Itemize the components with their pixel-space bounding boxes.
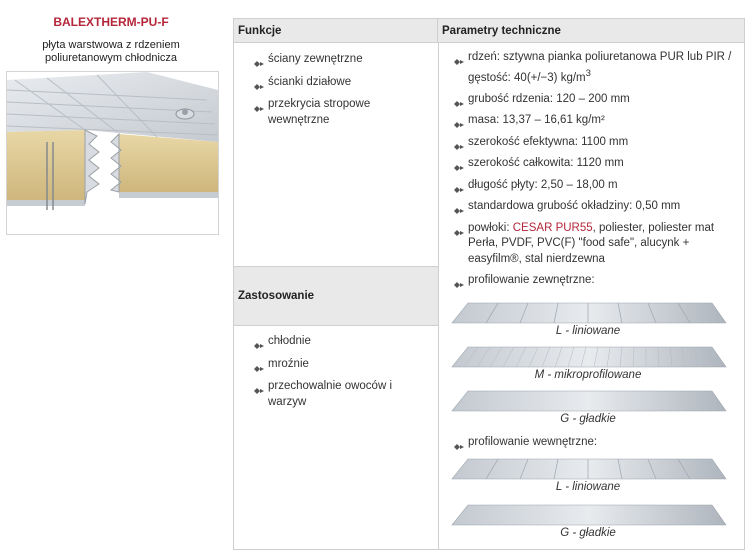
profile-m-sheet	[448, 345, 728, 369]
profile-caption: G - gładkie	[560, 413, 616, 425]
product-title: BALEXTHERM-PU-F	[53, 15, 169, 29]
funkcje-item-label: ściany zewnętrzne	[268, 53, 363, 65]
list-item	[252, 379, 432, 410]
header-parametry: Parametry techniczne	[438, 19, 744, 43]
bullet-icon	[454, 204, 464, 210]
header-zastosowanie: Zastosowanie	[234, 266, 438, 326]
param-szer-calkowita	[452, 156, 742, 172]
profile-l-sheet	[448, 457, 728, 481]
param-text: profilowanie zewnętrzne:	[468, 274, 595, 287]
list-item	[252, 75, 432, 91]
profile-g-sheet	[448, 389, 728, 413]
profile-ext-g	[448, 389, 728, 425]
funkcje-list	[252, 52, 432, 135]
param-prof-zew	[452, 273, 742, 289]
bullet-icon	[454, 140, 464, 146]
param-text: szerokość całkowita: 1120 mm	[468, 157, 624, 170]
param-dlugosc	[452, 178, 742, 194]
param-text: standardowa grubość okładziny: 0,50 mm	[468, 200, 681, 213]
funkcje-item-label: przekrycia stropowe wewnętrzne	[268, 98, 371, 126]
list-item	[252, 334, 432, 350]
profile-caption: L - liniowane	[555, 481, 621, 493]
profile-caption: M - mikroprofilowane	[534, 369, 642, 381]
bullet-icon	[454, 161, 464, 167]
cesar-pur55-link[interactable]: CESAR PUR55	[512, 221, 593, 234]
profile-int-l	[448, 457, 728, 493]
param-prof-wew	[452, 435, 742, 451]
bullet-icon	[254, 80, 264, 86]
column-divider	[438, 19, 439, 549]
profile-ext-l	[448, 301, 728, 337]
param-text: grubość rdzenia: 120 – 200 mm	[468, 92, 630, 105]
list-item	[252, 97, 432, 128]
zastosowanie-item-label: przechowalnie owoców i warzyw	[268, 380, 393, 408]
zastosowanie-list	[252, 334, 432, 417]
product-subtitle-line2: poliuretanowym chłodnicza	[44, 52, 178, 64]
param-powloki	[452, 221, 742, 268]
zastosowanie-item-label: chłodnie	[268, 335, 311, 347]
param-rdzen-sup: 3	[585, 67, 591, 79]
product-image[interactable]	[6, 71, 219, 235]
profile-caption: G - gładkie	[560, 527, 616, 539]
funkcje-item-label: ścianki działowe	[268, 75, 352, 88]
panel-illustration	[7, 72, 218, 234]
param-rdzen	[452, 50, 742, 86]
product-subtitle	[0, 39, 222, 65]
bullet-icon	[254, 362, 264, 368]
parametry-list-2	[452, 435, 742, 457]
bullet-icon	[454, 278, 464, 284]
profile-caption: L - liniowane	[555, 325, 621, 337]
param-grubosc-rdzenia	[452, 92, 742, 108]
bullet-icon	[454, 183, 464, 189]
bullet-icon	[254, 102, 264, 108]
bullet-icon	[454, 118, 464, 124]
param-text: długość płyty: 2,50 – 18,00 m	[468, 178, 618, 191]
param-masa	[452, 113, 742, 129]
param-text: masa: 13,37 – 16,61 kg/m²	[468, 114, 605, 127]
bullet-icon	[454, 97, 464, 103]
param-szer-efektywna	[452, 135, 742, 151]
bullet-icon	[454, 440, 464, 446]
profile-l-sheet	[448, 301, 728, 325]
profile-int-g	[448, 503, 728, 539]
bullet-icon	[454, 55, 464, 61]
param-okladzina	[452, 199, 742, 215]
zastosowanie-item-label: mroźnie	[268, 357, 309, 370]
profile-ext-m	[448, 345, 728, 381]
parametry-list	[452, 50, 742, 295]
list-item	[252, 357, 432, 373]
spec-table	[233, 18, 745, 550]
param-text: , poliester, poliester mat Perła, PVDF, PVC(F) "food safe", alucynk + easyfilm®, stal nierdzewna	[468, 221, 715, 265]
param-rdzen-text: rdzeń: sztywna pianka poliuretanowa PUR lub PIR / gęstość: 40(+/−3) kg/m	[468, 51, 732, 84]
param-text: profilowanie wewnętrzne:	[468, 436, 598, 448]
param-text: szerokość efektywna: 1100 mm	[468, 135, 629, 148]
header-funkcje: Funkcje	[234, 19, 438, 43]
bullet-icon	[254, 339, 264, 345]
param-text: powłoki:	[468, 221, 513, 234]
profile-g-sheet	[448, 503, 728, 527]
product-subtitle-line1: płyta warstwowa z rdzeniem	[42, 39, 180, 51]
bullet-icon	[454, 226, 464, 232]
bullet-icon	[254, 57, 264, 63]
list-item	[252, 52, 432, 68]
bullet-icon	[254, 384, 264, 390]
